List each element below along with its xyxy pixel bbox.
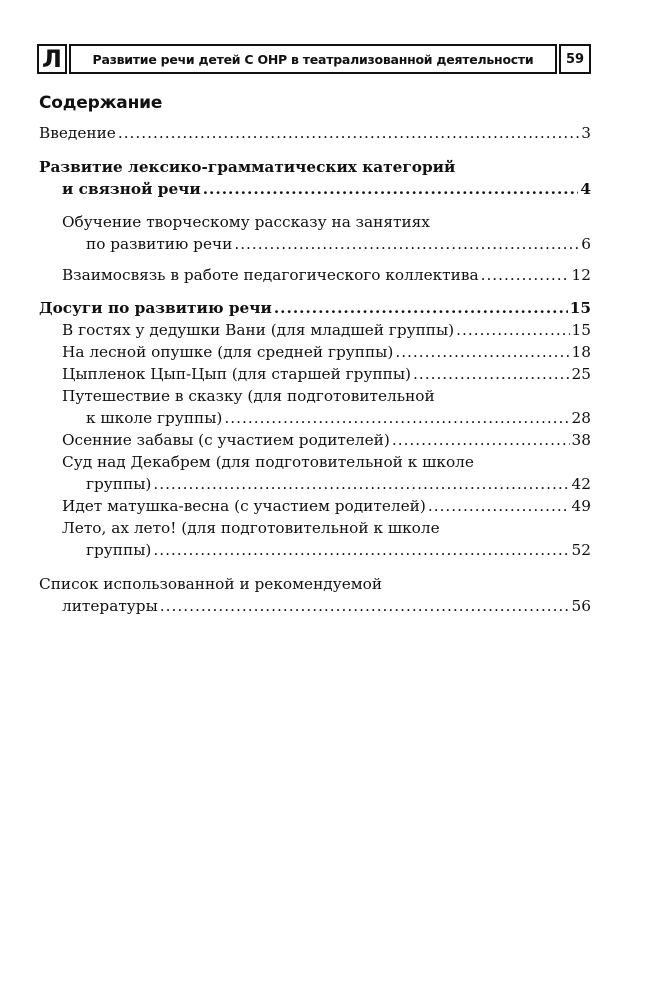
toc-entry-title: к школе группы) [86,409,223,427]
toc-entry-last-line [62,178,591,200]
toc-page-number: 6 [581,235,591,253]
toc-page-number: 52 [571,541,591,559]
toc-entry-title: Цыпленок Цып-Цып (для старшей группы) [62,365,411,383]
toc-entry-grandpa-vanya[interactable] [62,319,591,341]
toc-entry-title: и связной речи [62,180,201,198]
toc-entry-title-line: Развитие лексико-грамматических категорий [39,158,456,176]
toc-page-number: 42 [571,475,591,493]
toc-page-number: 15 [571,321,591,339]
toc-leader-dots [203,178,579,200]
toc-leader-dots [428,495,570,517]
toc-leader-dots [274,297,568,319]
toc-page-number: 28 [571,409,591,427]
running-header-title: Развитие речи детей С ОНР в театрализованной деятельности [69,44,557,74]
toc-entry-title: Идет матушка-весна (с участием родителей) [62,497,426,515]
toc-entry-autumn-fun[interactable] [62,429,591,451]
toc-leader-dots [392,429,570,451]
toc-entry-introduction[interactable] [39,122,591,144]
toc-entry-last-line [62,595,591,617]
toc-leader-dots [153,539,569,561]
toc-entry-title: Осенние забавы (с участием родителей) [62,431,390,449]
toc-leader-dots [224,407,569,429]
toc-entry-title: Введение [39,124,116,142]
toc-entry-title-line: Обучение творческому рассказу на занятиях [62,213,430,231]
toc-entry-leisure[interactable] [39,297,591,319]
toc-page-number: 3 [581,124,591,142]
toc-leader-dots [234,233,579,255]
section-letter-badge: Л [37,44,67,74]
toc-page-number: 25 [571,365,591,383]
toc-page-number: 4 [580,180,591,198]
toc-entry-title-line: Лето, ах лето! (для подготовительной к школе [62,519,440,537]
toc-entry-title: по развитию речи [86,235,233,253]
toc-page-number: 38 [571,431,591,449]
toc-entry-chick[interactable] [62,363,591,385]
toc-page-number: 49 [571,497,591,515]
toc-page-number: 18 [571,343,591,361]
toc-entry-title: литературы [62,597,158,615]
toc-entry-forest-edge[interactable] [62,341,591,363]
toc-leader-dots [153,473,569,495]
toc-entry-staff-cooperation[interactable] [62,264,591,286]
page-number-badge: 59 [559,44,591,74]
toc-leader-dots [481,264,570,286]
toc-page-number: 15 [569,299,591,317]
toc-entry-title: группы) [86,541,152,559]
toc-entry-title-line: Список использованной и рекомендуемой [39,575,383,593]
toc-entry-last-line [86,407,591,429]
toc-leader-dots [118,122,579,144]
toc-entry-title: группы) [86,475,152,493]
toc-entry-title: На лесной опушке (для средней группы) [62,343,394,361]
toc-entry-title: Взаимосвязь в работе педагогического коллектива [62,266,479,284]
toc-leader-dots [395,341,569,363]
contents-heading: Содержание [39,93,163,113]
toc-entry-last-line [86,473,591,495]
toc-entry-last-line [86,539,591,561]
toc-entry-title-line: Суд над Декабрем (для подготовительной к школе [62,453,474,471]
toc-entry-last-line [86,233,591,255]
toc-leader-dots [456,319,569,341]
toc-leader-dots [160,595,570,617]
toc-entry-title: Досуги по развитию речи [39,299,272,317]
toc-entry-title: В гостях у дедушки Вани (для младшей группы) [62,321,455,339]
toc-page-number: 56 [571,597,591,615]
toc-entry-mother-spring[interactable] [62,495,591,517]
toc-page-number: 12 [571,266,591,284]
toc-leader-dots [413,363,570,385]
toc-entry-title-line: Путешествие в сказку (для подготовительной [62,387,435,405]
